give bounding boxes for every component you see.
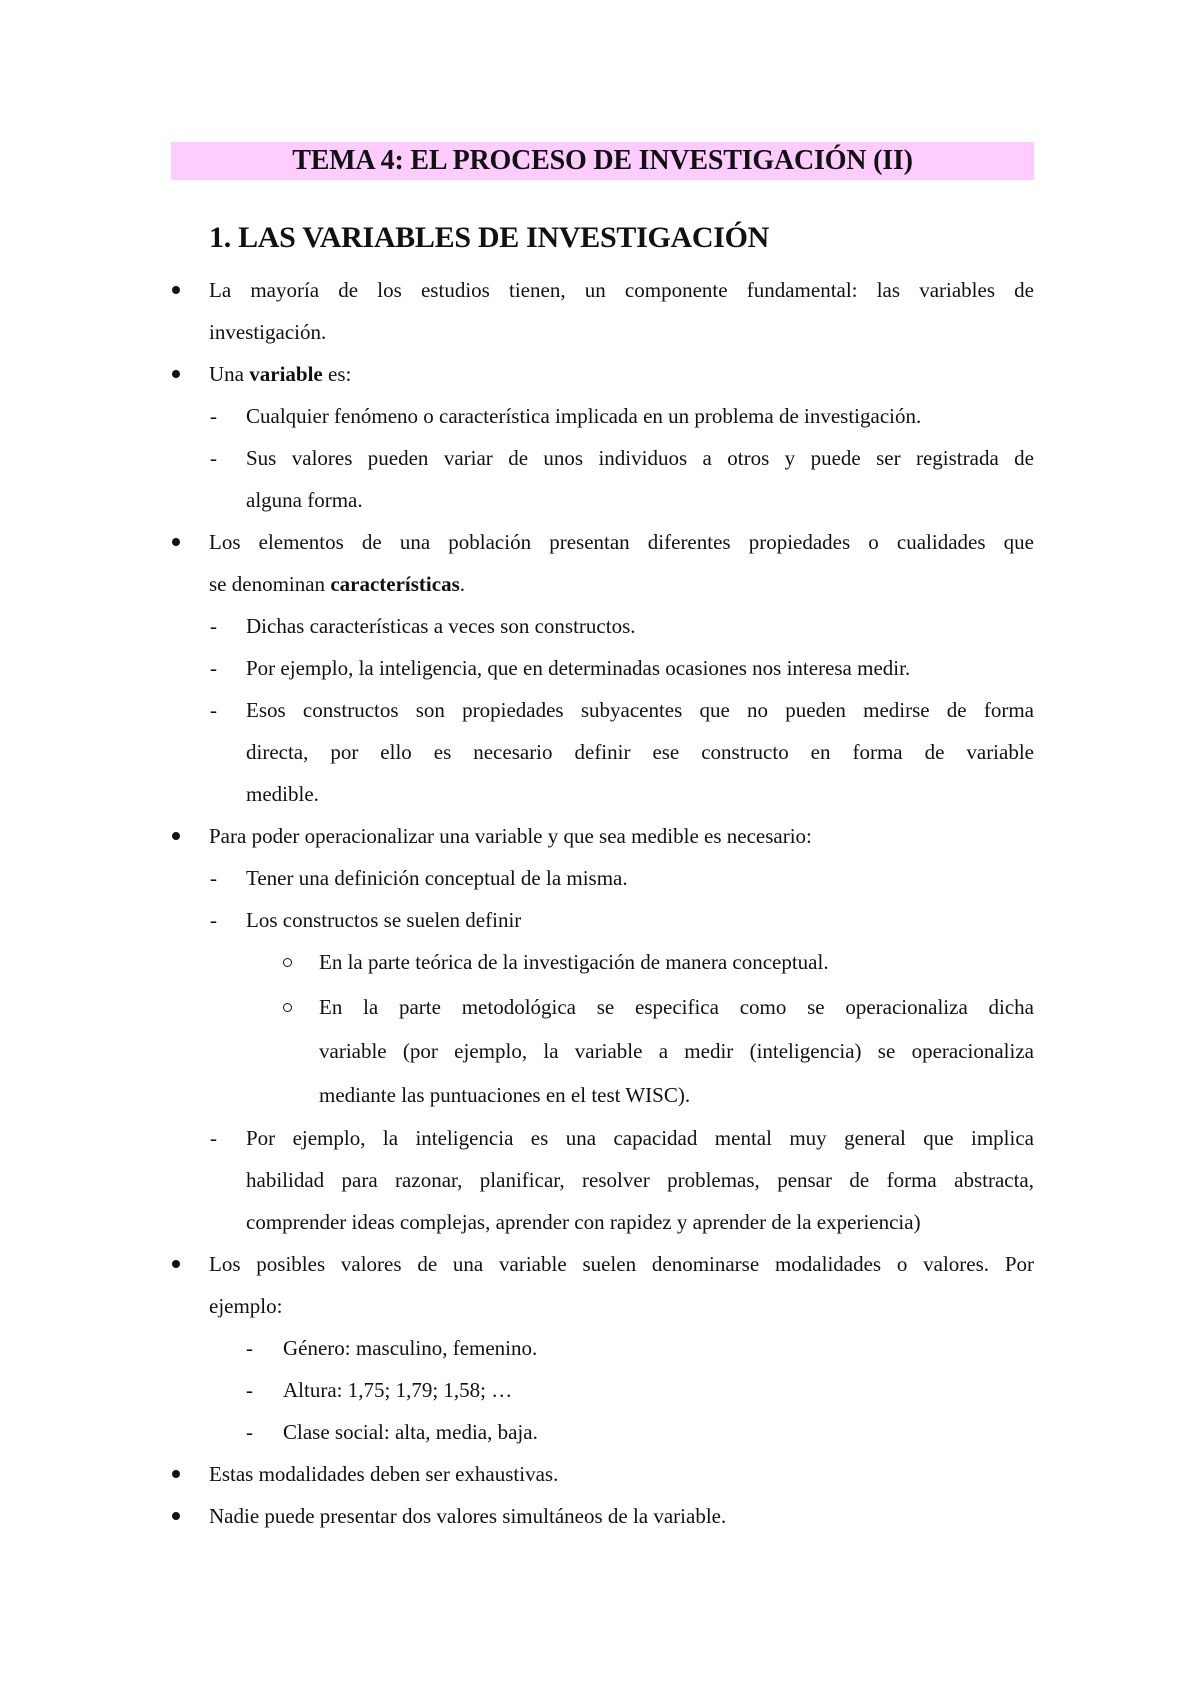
- text-line: Cualquier fenómeno o característica implicada en un problema de investigación.: [246, 404, 922, 428]
- text-line: Clase social: alta, media, baja.: [283, 1420, 538, 1444]
- text-line: alguna forma.: [246, 488, 363, 512]
- text-line: Altura: 1,75; 1,79; 1,58; …: [283, 1378, 513, 1402]
- bullet-icon: [172, 286, 180, 294]
- circle-bullet-icon: [283, 958, 292, 967]
- text-line: directa, por ello es necesario definir ese constructo en forma de variable: [246, 740, 1034, 764]
- text-line: Género: masculino, femenino.: [283, 1336, 538, 1360]
- dash-marker: -: [210, 404, 217, 428]
- text-line: La mayoría de los estudios tienen, un componente fundamental: las variables de: [209, 278, 1034, 302]
- text-line: Dichas características a veces son constructos.: [246, 614, 636, 638]
- text-line: investigación.: [209, 320, 327, 344]
- text-line: se denominan características.: [209, 572, 465, 596]
- text-line: mediante las puntuaciones en el test WISC).: [319, 1083, 691, 1107]
- text-line: En la parte teórica de la investigación de manera conceptual.: [319, 950, 829, 974]
- dash-marker: -: [210, 446, 217, 470]
- dash-marker: -: [246, 1378, 253, 1402]
- bullet-icon: [172, 538, 180, 546]
- dash-marker: -: [246, 1420, 253, 1444]
- text-line: habilidad para razonar, planificar, resolver problemas, pensar de forma abstracta,: [246, 1168, 1034, 1192]
- text-line: medible.: [246, 782, 319, 806]
- bullet-icon: [172, 1512, 180, 1520]
- bullet-icon: [172, 1260, 180, 1268]
- bullet-icon: [172, 370, 180, 378]
- text-line: Los posibles valores de una variable suelen denominarse modalidades o valores. Por: [209, 1252, 1034, 1276]
- text-line: comprender ideas complejas, aprender con rapidez y aprender de la experiencia): [246, 1210, 921, 1234]
- text-line: Para poder operacionalizar una variable y que sea medible es necesario:: [209, 824, 812, 848]
- text-line: Tener una definición conceptual de la misma.: [246, 866, 628, 890]
- text-line: En la parte metodológica se especifica como se operacionaliza dicha: [319, 995, 1034, 1019]
- text-line: Por ejemplo, la inteligencia es una capacidad mental muy general que implica: [246, 1126, 1034, 1150]
- text-line: ejemplo:: [209, 1294, 283, 1318]
- text-line: Sus valores pueden variar de unos individuos a otros y puede ser registrada de: [246, 446, 1034, 470]
- text-line: Estas modalidades deben ser exhaustivas.: [209, 1462, 559, 1486]
- text-line: Por ejemplo, la inteligencia, que en determinadas ocasiones nos interesa medir.: [246, 656, 911, 680]
- dash-marker: -: [210, 866, 217, 890]
- circle-bullet-icon: [283, 1003, 292, 1012]
- section-heading: 1. LAS VARIABLES DE INVESTIGACIÓN: [209, 221, 769, 254]
- dash-marker: -: [210, 1126, 217, 1150]
- dash-marker: -: [210, 698, 217, 722]
- bullet-icon: [172, 832, 180, 840]
- dash-marker: -: [210, 614, 217, 638]
- text-line: Esos constructos son propiedades subyacentes que no pueden medirse de forma: [246, 698, 1034, 722]
- dash-marker: -: [210, 908, 217, 932]
- text-line: Los elementos de una población presentan diferentes propiedades o cualidades que: [209, 530, 1034, 554]
- dash-marker: -: [246, 1336, 253, 1360]
- text-line: Una variable es:: [209, 362, 352, 386]
- text-line: variable (por ejemplo, la variable a medir (inteligencia) se operacionaliza: [319, 1039, 1034, 1063]
- page-title: TEMA 4: EL PROCESO DE INVESTIGACIÓN (II): [292, 145, 913, 176]
- dash-marker: -: [210, 656, 217, 680]
- bullet-icon: [172, 1470, 180, 1478]
- text-line: Nadie puede presentar dos valores simultáneos de la variable.: [209, 1504, 727, 1528]
- text-line: Los constructos se suelen definir: [246, 908, 522, 932]
